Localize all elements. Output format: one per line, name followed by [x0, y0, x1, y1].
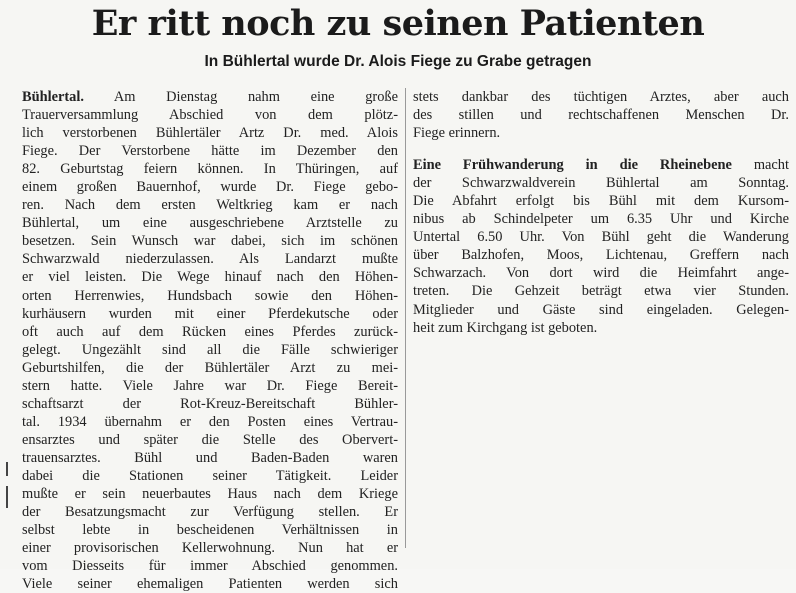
article-line: Schwarzach. Von dort wird die Heimfahrt ange-	[413, 265, 789, 282]
article-line: Schwarzwald niederzulassen. Als Landarzt mußte	[22, 251, 398, 268]
article-line: kurhäusern wurden mit einer Pferdekutsche oder	[22, 305, 398, 322]
article-line: einem großen Bauernhof, wurde Dr. Fiege gebo-	[22, 179, 398, 196]
subheadline: In Bühlertal wurde Dr. Alois Fiege zu Grabe getragen	[204, 53, 592, 70]
article-line: selbst lebte in bescheidenen Verhältnissen in	[22, 522, 398, 539]
article-line: Bühlertal. Am Dienstag nahm eine große	[22, 89, 398, 105]
article-line: dabei die Stationen seiner Tätigkeit. Leider	[22, 467, 398, 484]
article-line: Fiege erinnern.	[413, 125, 501, 142]
article-line: orten Herrenwies, Hundsbach sowie den Höhen-	[22, 287, 398, 304]
article-line: trauensarztes. Bühl und Baden-Baden waren	[22, 449, 398, 466]
article-line: der Schwarzwaldverein Bühlertal am Sonntag.	[413, 175, 789, 192]
article-line: lich verstorbenen Bühlertäler Artz Dr. med. Alois	[22, 125, 398, 142]
article-line: einer provisorischen Kellerwohnung. Nun hat er	[22, 540, 398, 557]
margin-mark	[6, 462, 8, 476]
article-line: ren. Nach dem ersten Weltkrieg kam er nach	[22, 197, 398, 214]
article-line: Die Abfahrt erfolgt bis Bühl mit dem Kursom-	[413, 193, 789, 210]
article-line: Untertal 6.50 Uhr. Von Bühl geht die Wanderung	[413, 229, 789, 246]
article-line: er viel leisten. Die Wege hinauf nach den Höhen-	[22, 269, 398, 286]
article-line: heit zum Kirchgang ist geboten.	[413, 319, 598, 336]
article-line: treten. Die Gehzeit beträgt etwa vier Stunden.	[413, 283, 789, 300]
article-line: tal. 1934 übernahm er den Posten eines Vertrau-	[22, 413, 398, 430]
article-line: schaftsarzt der Rot-Kreuz-Bereitschaft Bühler-	[22, 395, 398, 412]
article-right-column	[413, 88, 789, 337]
announcement-heading: Eine Frühwanderung in die Rheinebene	[413, 157, 732, 174]
article-line: nibus ab Schindelpeter um 6.35 Uhr und Kirche	[413, 211, 789, 228]
article-line: Mitglieder und Gäste sind eingeladen. Gelegen-	[413, 301, 789, 318]
article-line: gelegt. Ungezählt sind all die Fälle schwieriger	[22, 341, 398, 358]
article-line: der Besatzungsmacht zur Verfügung stellen. Er	[22, 504, 398, 521]
margin-mark	[6, 486, 8, 508]
article-line: Trauerversammlung Abschied von dem plötz-	[22, 107, 398, 124]
dateline: Bühlertal.	[22, 89, 84, 105]
article-line: Bühlertal, um eine ausgeschriebene Arztstelle zu	[22, 215, 398, 232]
article-line: 82. Geburtstag feiern können. In Thüringen, auf	[22, 161, 398, 178]
headline: Er ritt noch zu seinen Patienten	[91, 3, 705, 44]
article-line: Viele seiner ehemaligen Patienten werden sich	[22, 576, 398, 593]
column-divider	[405, 88, 406, 548]
article-line: Geburtshilfen, die der Bühlertäler Arzt zu mei-	[22, 359, 398, 376]
article-line: über Balzhofen, Moos, Lichtenau, Greffern nach	[413, 247, 789, 264]
article-line: des stillen und rechtschaffenen Menschen Dr.	[413, 107, 789, 124]
article-line: vom Diesseits für immer Abschied genommen.	[22, 558, 398, 575]
article-line: stern hatte. Viele Jahre war Dr. Fiege Bereit-	[22, 377, 398, 394]
paragraph-spacer	[413, 142, 789, 156]
article-line: ensarztes und später die Stelle des Obervert-	[22, 431, 398, 448]
article-line: stets dankbar des tüchtigen Arztes, aber auch	[413, 89, 789, 105]
article-line: mußte er sein neuerbautes Haus nach dem Kriege	[22, 486, 398, 503]
article-line: Fiege. Der Verstorbene hätte im Dezember den	[22, 143, 398, 160]
article-left-column	[22, 88, 398, 593]
article-line: oft auch auf dem Rücken eines Pferdes zurück-	[22, 323, 398, 340]
article-line: Eine Frühwanderung in die Rheinebene macht	[413, 157, 789, 174]
article-line: besetzen. Sein Wunsch war dabei, sich im schönen	[22, 233, 398, 250]
